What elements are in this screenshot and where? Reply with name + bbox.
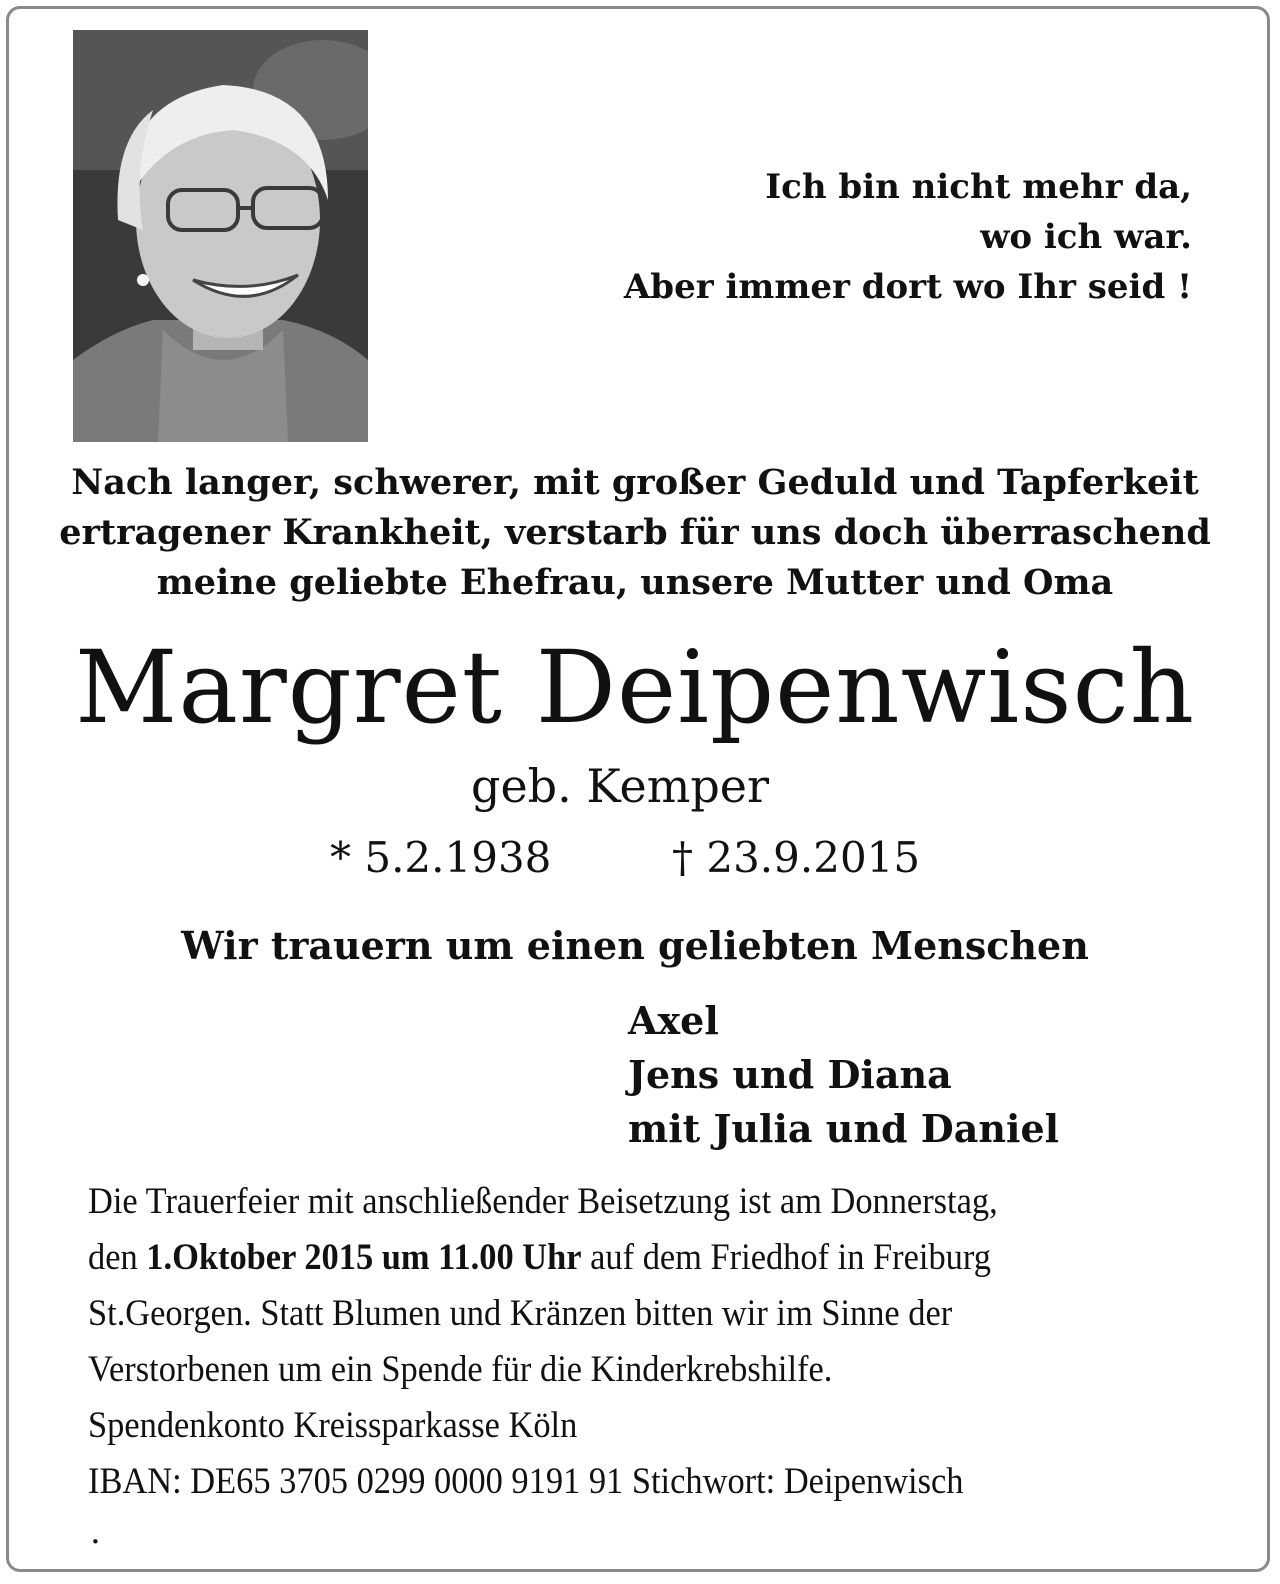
- family-member: Jens und Diana: [628, 1052, 952, 1097]
- funeral-line: Verstorbenen um ein Spende für die Kinderkrebshilfe.: [88, 1349, 833, 1390]
- motto-line: Ich bin nicht mehr da,: [765, 167, 1192, 207]
- funeral-text: auf dem Friedhof in Freiburg: [581, 1237, 991, 1278]
- intro-line: meine geliebte Ehefrau, unsere Mutter und Oma: [156, 562, 1114, 603]
- funeral-date-time: 1.Oktober 2015 um 11.00 Uhr: [146, 1237, 582, 1278]
- family-list: [628, 994, 1228, 1156]
- motto-line: wo ich war.: [980, 217, 1192, 257]
- funeral-details: [88, 1174, 1167, 1510]
- donation-iban: IBAN: DE65 3705 0299 0000 9191 91 Stichwort: Deipenwisch: [88, 1461, 964, 1502]
- mourning-headline: Wir trauern um einen geliebten Menschen: [181, 923, 1089, 968]
- portrait-illustration: [73, 30, 368, 442]
- intro-line: Nach langer, schwerer, mit großer Geduld und Tapferkeit: [71, 462, 1199, 503]
- motto-quote: [572, 162, 1192, 312]
- death-date: † 23.9.2015: [672, 833, 921, 882]
- intro-line: ertragener Krankheit, verstarb für uns doch überraschend: [59, 512, 1211, 553]
- funeral-line: Die Trauerfeier mit anschließender Beisetzung ist am Donnerstag,: [88, 1181, 998, 1222]
- trailing-dot: .: [90, 1512, 101, 1552]
- funeral-line: St.Georgen. Statt Blumen und Kränzen bitten wir im Sinne der: [88, 1293, 953, 1334]
- family-member: mit Julia und Daniel: [628, 1106, 1060, 1151]
- family-member: Axel: [628, 998, 719, 1043]
- birth-name: geb. Kemper: [471, 759, 769, 813]
- birth-date: * 5.2.1938: [330, 833, 552, 882]
- life-dates: [330, 830, 970, 886]
- deceased-name: Margret Deipenwisch: [74, 629, 1196, 746]
- portrait-photo: [73, 30, 368, 442]
- intro-text: [40, 458, 1230, 608]
- funeral-line: [88, 1230, 1167, 1286]
- funeral-text: den: [88, 1237, 147, 1278]
- donation-account: Spendenkonto Kreissparkasse Köln: [88, 1405, 578, 1446]
- motto-line: Aber immer dort wo Ihr seid !: [623, 267, 1192, 307]
